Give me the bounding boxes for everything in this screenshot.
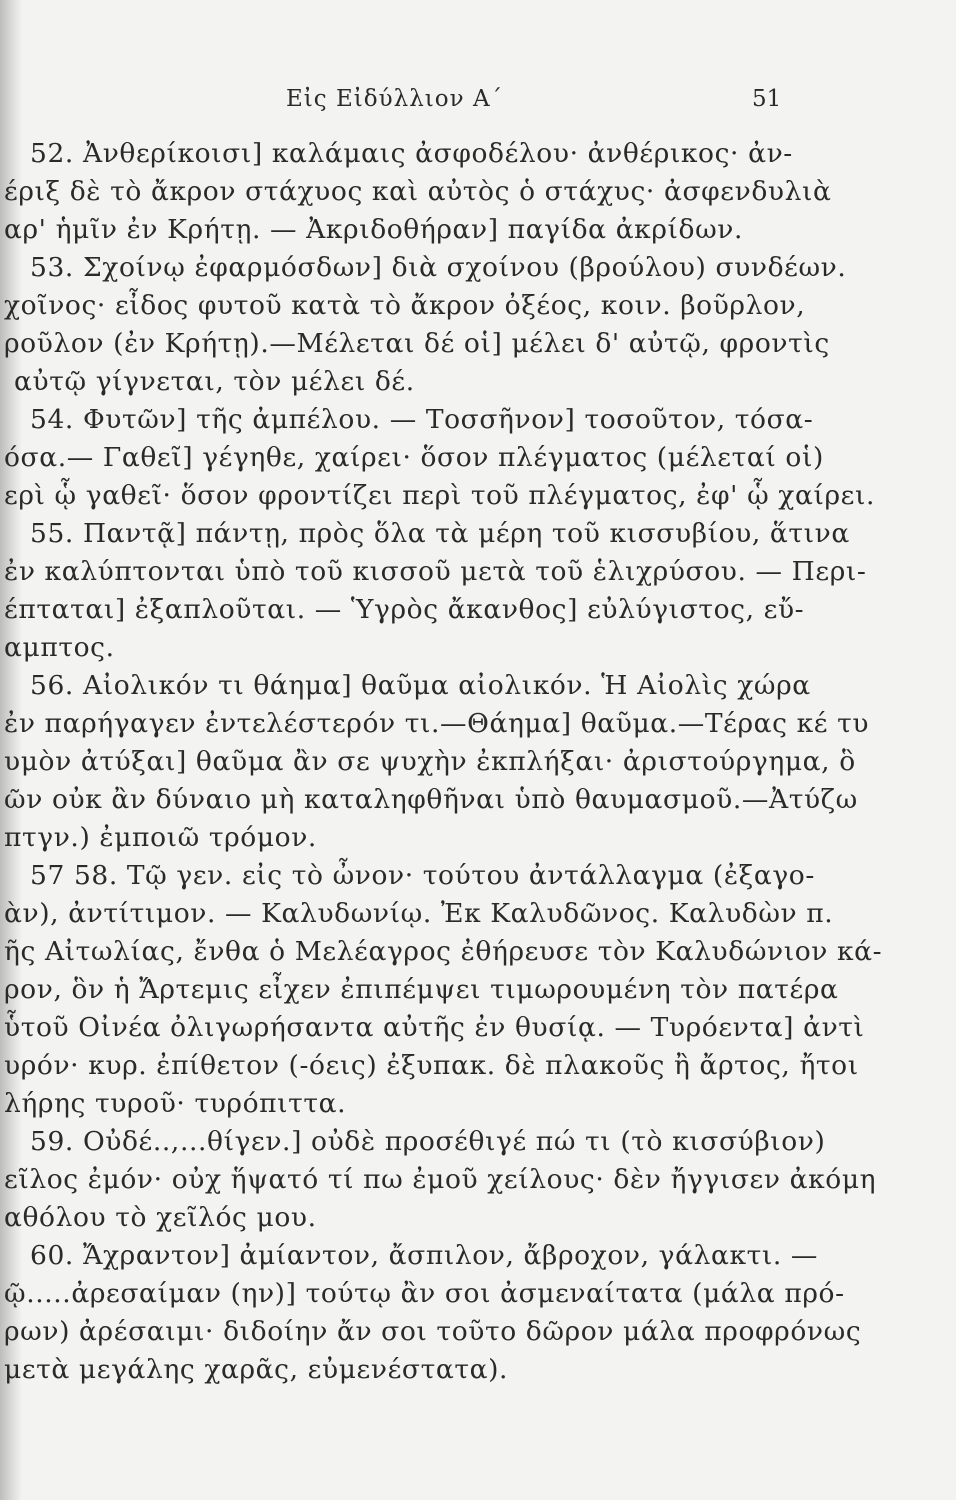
text-line: έριξ δὲ τὸ ἄκρον στάχυος καὶ αὐτὸς ὁ στάχυς· ἀσφενδυλιὰ (4, 176, 832, 207)
text-line: λήρης τυροῦ· τυρόπιττα. (4, 1088, 347, 1119)
page-header (0, 86, 956, 122)
text-line: 60. Ἄχραντον] ἀμίαντον, ἄσπιλον, ἄβροχον, γάλακτι. — (30, 1240, 819, 1271)
text-line: ῷ.....ἀρεσαίμαν (ην)] τούτῳ ἂν σοι ἀσμεναίτατα (μάλα πρό- (4, 1278, 845, 1309)
text-line: 54. Φυτῶν] τῆς ἀμπέλου. — Τοσσῆνον] τοσοῦτον, τόσα- (30, 404, 814, 435)
text-line: αρ' ἡμῖν ἐν Κρήτῃ. — Ἀκριδοθήραν] παγίδα ἀκρίδων. (4, 214, 744, 245)
page-number: 51 (752, 86, 782, 112)
text-line: ροῦλον (ἐν Κρήτῃ).—Μέλεται δέ οἱ] μέλει δ' αὐτῷ, φροντὶς (4, 328, 830, 359)
text-line: ρων) ἀρέσαιμι· διδοίην ἄν σοι τοῦτο δῶρον μάλα προφρόνως (4, 1316, 862, 1347)
text-line: ἐν παρήγαγεν ἐντελέστερόν τι.—Θάημα] θαῦμα.—Τέρας κέ τυ (4, 708, 870, 739)
running-head: Εἰς Εἰδύλλιον Α΄ (286, 86, 504, 112)
text-line: 56. Αἰολικόν τι θάημα] θαῦμα αἰολικόν. Ἡ Αἰολὶς χώρα (30, 670, 811, 701)
text-line: αμπτος. (4, 632, 115, 663)
text-line: ὗτοῦ Οἰνέα ὀλιγωρήσαντα αὐτῆς ἐν θυσίᾳ. — Τυρόεντα] ἀντὶ (4, 1012, 865, 1043)
text-line: μετὰ μεγάλης χαρᾶς, εὐμενέστατα). (4, 1354, 509, 1385)
text-line: 55. Παντᾷ] πάντῃ, πρὸς ὅλα τὰ μέρη τοῦ κισσυβίου, ἅτινα (30, 518, 850, 549)
text-line: ἐν καλύπτονται ὑπὸ τοῦ κισσοῦ μετὰ τοῦ ἑλιχρύσου. — Περι- (4, 556, 867, 587)
text-line: ρον, ὃν ἡ Ἄρτεμις εἶχεν ἐπιπέμψει τιμωρουμένη τὸν πατέρα (4, 974, 839, 1005)
text-line: έπταται] ἐξαπλοῦται. — Ὑγρὸς ἄκανθος] εὐλύγιστος, εὔ- (4, 594, 805, 625)
text-line: ῶν οὐκ ἂν δύναιο μὴ καταληφθῆναι ὑπὸ θαυμασμοῦ.—Ἀτύζω (4, 784, 858, 815)
text-line: 59. Οὐδέ..,...θίγεν.] οὐδὲ προσέθιγέ πώ τι (τὸ κισσύβιον) (30, 1126, 826, 1157)
text-line: 53. Σχοίνῳ ἐφαρμόσδων] διὰ σχοίνου (βρούλου) συνδέων. (30, 252, 847, 283)
text-line: αθόλου τὸ χεῖλός μου. (4, 1202, 317, 1233)
text-line: εῖλος ἐμόν· οὐχ ἥψατό τί πω ἐμοῦ χείλους· δὲν ἤγγισεν ἀκόμη (4, 1164, 877, 1195)
text-line: ερὶ ᾧ γαθεῖ· ὅσον φροντίζει περὶ τοῦ πλέγματος, ἐφ' ᾧ χαίρει. (4, 480, 875, 511)
text-line: υρόν· κυρ. ἐπίθετον (-όεις) ἐξυπακ. δὲ πλακοῦς ἢ ἄρτος, ἤτοι (4, 1050, 859, 1081)
text-line: 52. Ἀνθερίκοισι] καλάμαις ἀσφοδέλου· ἀνθέρικος· ἀν- (30, 138, 793, 169)
text-line: 57 58. Τῷ γεν. εἰς τὸ ὦνον· τούτου ἀντάλλαγμα (ἐξαγο- (30, 860, 815, 891)
text-line: ῆς Αἰτωλίας, ἔνθα ὁ Μελέαγρος ἐθήρευσε τὸν Καλυδώνιον κά- (4, 936, 883, 967)
text-line: υμὸν ἀτύξαι] θαῦμα ἂν σε ψυχὴν ἐκπλήξαι· ἀριστούργημα, ὃ (4, 746, 856, 777)
text-line: αὐτῷ γίγνεται, τὸν μέλει δέ. (14, 366, 415, 397)
text-line: πτγν.) ἐμποιῶ τρόμον. (4, 822, 317, 853)
text-line: ὰν), ἀντίτιμον. — Καλυδωνίῳ. Ἐκ Καλυδῶνος. Καλυδὼν π. (4, 898, 834, 929)
text-line: όσα.— Γαθεῖ] γέγηθε, χαίρει· ὅσον πλέγματος (μέλεταί οἱ) (4, 442, 824, 473)
text-line: χοῖνος· εἶδος φυτοῦ κατὰ τὸ ἄκρον ὀξέος, κοιν. βοῦρλον, (4, 290, 806, 321)
